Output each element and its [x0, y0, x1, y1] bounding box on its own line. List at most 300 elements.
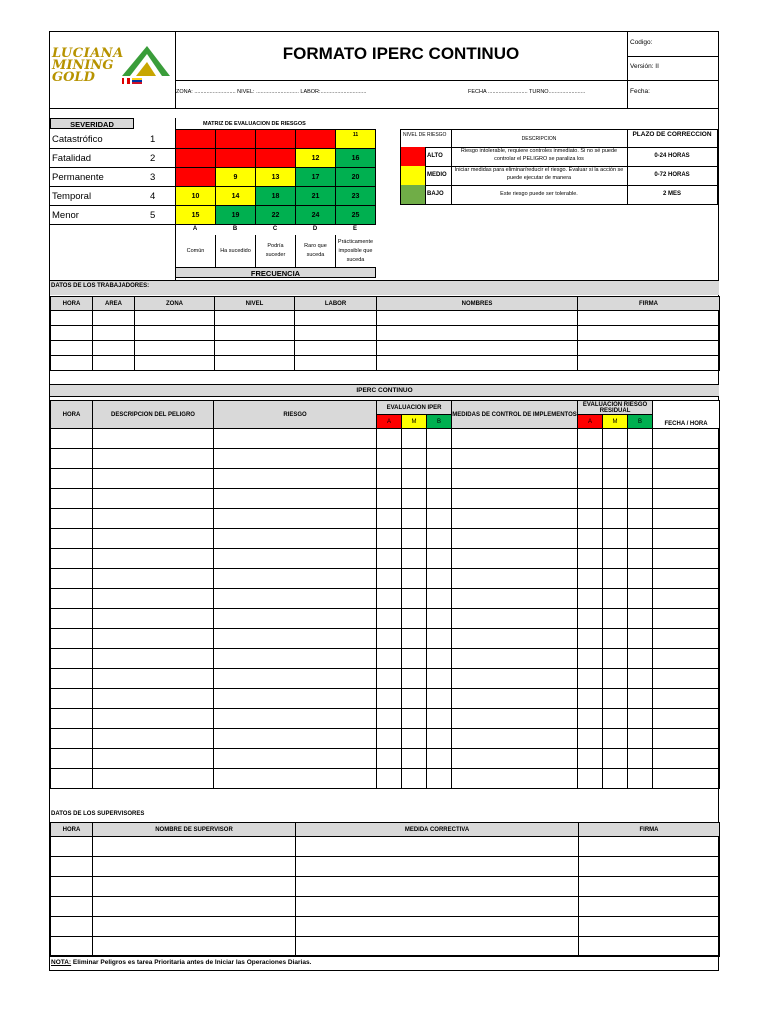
iperc-cell[interactable]: [603, 629, 628, 649]
iperc-cell[interactable]: [377, 629, 402, 649]
severity-num-2: 2: [150, 153, 156, 164]
iperc-cell[interactable]: [402, 609, 427, 629]
iperc-cell[interactable]: [377, 489, 402, 509]
matrix-cell: [295, 129, 336, 149]
iperc-cell[interactable]: [377, 649, 402, 669]
iperc-cell[interactable]: [402, 569, 427, 589]
supervisors-cell[interactable]: [93, 837, 296, 857]
supervisors-col-header: FIRMA: [579, 823, 720, 837]
frequency-label: Común: [175, 235, 215, 267]
iperc-cell[interactable]: [603, 729, 628, 749]
iperc-cell[interactable]: [603, 749, 628, 769]
iperc-cell[interactable]: [427, 629, 452, 649]
iperc-cell[interactable]: [628, 669, 653, 689]
matrix-cell: 24: [295, 205, 336, 225]
iperc-cell[interactable]: [51, 689, 93, 709]
iperc-cell[interactable]: [628, 649, 653, 669]
iperc-cell[interactable]: [427, 689, 452, 709]
iperc-cell[interactable]: [452, 489, 578, 509]
iperc-cell[interactable]: [653, 469, 720, 489]
iperc-cell[interactable]: [427, 709, 452, 729]
iperc-cell[interactable]: [603, 589, 628, 609]
workers-cell[interactable]: [295, 311, 377, 326]
iperc-cell[interactable]: [51, 529, 93, 549]
frequency-label: Raro que suceda: [295, 235, 335, 267]
iperc-cell[interactable]: [51, 589, 93, 609]
iperc-cell[interactable]: [93, 569, 214, 589]
iperc-cell[interactable]: [452, 729, 578, 749]
supervisors-cell[interactable]: [93, 917, 296, 937]
workers-cell[interactable]: [578, 356, 720, 371]
iperc-cell[interactable]: [377, 669, 402, 689]
iperc-cell[interactable]: [603, 569, 628, 589]
iperc-cell[interactable]: [628, 749, 653, 769]
iperc-cell[interactable]: [603, 429, 628, 449]
iperc-cell[interactable]: [603, 649, 628, 669]
codigo-label: Codigo:: [630, 39, 653, 46]
iperc-cell[interactable]: [214, 629, 377, 649]
iperc-cell[interactable]: [93, 429, 214, 449]
iperc-cell[interactable]: [51, 609, 93, 629]
risk-level-description: Este riesgo puede ser tolerable.: [500, 191, 578, 197]
frequency-letter: C: [272, 226, 278, 232]
frequency-letter: B: [232, 226, 238, 232]
workers-cell[interactable]: [135, 311, 215, 326]
iperc-cell[interactable]: [427, 489, 452, 509]
iperc-cell[interactable]: [452, 429, 578, 449]
workers-col-header: NIVEL: [215, 297, 295, 311]
iperc-cell[interactable]: [214, 729, 377, 749]
iperc-cell[interactable]: [402, 669, 427, 689]
supervisors-cell[interactable]: [296, 897, 579, 917]
iperc-cell[interactable]: [214, 489, 377, 509]
iperc-cell[interactable]: [427, 769, 452, 789]
supervisors-col-header: NOMBRE DE SUPERVISOR: [93, 823, 296, 837]
iperc-cell[interactable]: [578, 529, 603, 549]
supervisors-cell[interactable]: [579, 877, 720, 897]
iperc-cell[interactable]: [402, 689, 427, 709]
iperc-cell[interactable]: [578, 569, 603, 589]
iperc-cell[interactable]: [214, 589, 377, 609]
frequency-letters: [175, 225, 375, 235]
iperc-cell[interactable]: [628, 449, 653, 469]
severity-num-5: 5: [150, 210, 156, 221]
iperc-cell[interactable]: [603, 449, 628, 469]
workers-cell[interactable]: [51, 341, 93, 356]
severity-label-5: Menor: [52, 210, 79, 221]
iperc-cell[interactable]: [452, 709, 578, 729]
workers-cell[interactable]: [215, 311, 295, 326]
matrix-cell: 9: [215, 167, 256, 187]
iperc-cell[interactable]: [653, 689, 720, 709]
frequency-labels: [175, 235, 375, 267]
workers-cell[interactable]: [295, 356, 377, 371]
iperc-cell[interactable]: [427, 669, 452, 689]
iperc-cell[interactable]: [578, 649, 603, 669]
iperc-cell[interactable]: [452, 569, 578, 589]
supervisors-cell[interactable]: [579, 837, 720, 857]
iperc-cell[interactable]: [93, 689, 214, 709]
iperc-cell[interactable]: [377, 709, 402, 729]
company-logo: [52, 38, 172, 86]
iperc-cell[interactable]: [452, 509, 578, 529]
iperc-cell[interactable]: [452, 549, 578, 569]
iperc-cell[interactable]: [377, 689, 402, 709]
iperc-cell[interactable]: [578, 669, 603, 689]
workers-cell[interactable]: [135, 326, 215, 341]
iperc-cell[interactable]: [51, 489, 93, 509]
iperc-cell[interactable]: [578, 709, 603, 729]
iperc-cell[interactable]: [93, 509, 214, 529]
iperc-cell[interactable]: [93, 549, 214, 569]
iperc-cell[interactable]: [214, 669, 377, 689]
iperc-cell[interactable]: [51, 549, 93, 569]
workers-cell[interactable]: [93, 341, 135, 356]
workers-cell[interactable]: [377, 356, 578, 371]
iperc-cell[interactable]: [402, 729, 427, 749]
iperc-cell[interactable]: [653, 749, 720, 769]
iperc-cell[interactable]: [93, 749, 214, 769]
workers-cell[interactable]: [51, 311, 93, 326]
iperc-table: [50, 400, 720, 789]
workers-cell[interactable]: [295, 341, 377, 356]
iperc-cell[interactable]: [51, 509, 93, 529]
iperc-cell[interactable]: [377, 509, 402, 529]
iperc-cell[interactable]: [628, 629, 653, 649]
supervisors-cell[interactable]: [579, 937, 720, 957]
workers-cell[interactable]: [578, 311, 720, 326]
iperc-cell[interactable]: [214, 769, 377, 789]
iperc-cell[interactable]: [452, 669, 578, 689]
iperc-cell[interactable]: [402, 629, 427, 649]
iperc-cell[interactable]: [51, 449, 93, 469]
supervisors-cell[interactable]: [51, 917, 93, 937]
iperc-cell[interactable]: [377, 729, 402, 749]
severity-list: [50, 129, 175, 225]
workers-cell[interactable]: [578, 341, 720, 356]
iperc-cell[interactable]: [402, 449, 427, 469]
iperc-cell[interactable]: [628, 529, 653, 549]
workers-cell[interactable]: [377, 311, 578, 326]
zona-nivel-labor-fields[interactable]: ZONA: ........................... NIVEL: ............................ LABOR:..............................: [176, 89, 367, 95]
iperc-cell[interactable]: [402, 469, 427, 489]
iperc-cell[interactable]: [93, 669, 214, 689]
frequency-heading: FRECUENCIA: [175, 267, 376, 278]
iperc-cell[interactable]: [214, 509, 377, 529]
iperc-cell[interactable]: [214, 649, 377, 669]
matrix-title: MATRIZ DE EVALUACION DE RIESGOS: [203, 121, 306, 127]
iperc-cell[interactable]: [51, 469, 93, 489]
iperc-cell[interactable]: [377, 589, 402, 609]
iperc-cell[interactable]: [51, 649, 93, 669]
iperc-cell[interactable]: [51, 709, 93, 729]
iperc-cell[interactable]: [93, 449, 214, 469]
iperc-cell[interactable]: [93, 489, 214, 509]
iperc-cell[interactable]: [377, 569, 402, 589]
iperc-cell[interactable]: [653, 549, 720, 569]
iperc-cell[interactable]: [603, 669, 628, 689]
iperc-cell[interactable]: [427, 589, 452, 609]
iperc-cell[interactable]: [402, 749, 427, 769]
iperc-cell[interactable]: [427, 449, 452, 469]
iperc-cell[interactable]: [603, 769, 628, 789]
iperc-cell[interactable]: [603, 689, 628, 709]
iperc-cell[interactable]: [628, 769, 653, 789]
iperc-cell[interactable]: [93, 589, 214, 609]
supervisors-cell[interactable]: [296, 857, 579, 877]
iperc-cell[interactable]: [653, 449, 720, 469]
supervisors-cell[interactable]: [296, 917, 579, 937]
supervisors-cell[interactable]: [93, 877, 296, 897]
workers-cell[interactable]: [215, 356, 295, 371]
supervisors-cell[interactable]: [51, 937, 93, 957]
supervisors-cell[interactable]: [51, 877, 93, 897]
iperc-cell[interactable]: [214, 689, 377, 709]
supervisors-cell[interactable]: [579, 917, 720, 937]
iperc-cell[interactable]: [51, 769, 93, 789]
iperc-cell[interactable]: [51, 629, 93, 649]
iperc-cell[interactable]: [402, 769, 427, 789]
iperc-cell[interactable]: [578, 489, 603, 509]
iperc-cell[interactable]: [402, 649, 427, 669]
matrix-cell: 11: [335, 129, 376, 149]
iperc-col-medidas: MEDIDAS DE CONTROL DE IMPLEMENTOS: [452, 401, 578, 429]
iperc-cell[interactable]: [578, 769, 603, 789]
supervisors-cell[interactable]: [93, 897, 296, 917]
iperc-cell[interactable]: [402, 589, 427, 609]
iperc-cell[interactable]: [214, 429, 377, 449]
iperc-cell[interactable]: [427, 729, 452, 749]
iperc-cell[interactable]: [452, 609, 578, 629]
iperc-cell[interactable]: [93, 709, 214, 729]
iperc-cell[interactable]: [214, 609, 377, 629]
iperc-cell[interactable]: [653, 429, 720, 449]
workers-cell[interactable]: [215, 341, 295, 356]
iperc-cell[interactable]: [377, 749, 402, 769]
workers-cell[interactable]: [51, 326, 93, 341]
iperc-cell[interactable]: [653, 649, 720, 669]
iperc-cell[interactable]: [603, 529, 628, 549]
workers-cell[interactable]: [578, 326, 720, 341]
iperc-cell[interactable]: [628, 429, 653, 449]
nota: [51, 959, 311, 966]
iperc-cell[interactable]: [427, 649, 452, 669]
iperc-cell[interactable]: [452, 469, 578, 489]
iperc-cell[interactable]: [452, 589, 578, 609]
matrix-cell: 18: [255, 186, 296, 206]
iperc-cell[interactable]: [377, 529, 402, 549]
matrix-cell: 13: [255, 167, 296, 187]
severity-label-1: Catastrófico: [52, 134, 103, 145]
supervisors-cell[interactable]: [296, 877, 579, 897]
iperc-cell[interactable]: [51, 749, 93, 769]
iperc-col-riesgo: RIESGO: [214, 401, 377, 429]
iperc-cell[interactable]: [402, 529, 427, 549]
iperc-cell[interactable]: [603, 709, 628, 729]
supervisors-cell[interactable]: [93, 937, 296, 957]
supervisors-cell[interactable]: [579, 897, 720, 917]
iperc-cell[interactable]: [628, 469, 653, 489]
workers-cell[interactable]: [377, 341, 578, 356]
iperc-cell[interactable]: [653, 529, 720, 549]
iperc-cell[interactable]: [427, 549, 452, 569]
iperc-cell[interactable]: [578, 629, 603, 649]
iperc-cell[interactable]: [452, 749, 578, 769]
iperc-cell[interactable]: [452, 769, 578, 789]
page-title: FORMATO IPERC CONTINUO: [282, 44, 520, 63]
iperc-cell[interactable]: [93, 649, 214, 669]
iperc-cell[interactable]: [214, 549, 377, 569]
workers-cell[interactable]: [377, 326, 578, 341]
iperc-cell[interactable]: [578, 509, 603, 529]
iperc-cell[interactable]: [377, 429, 402, 449]
iperc-cell[interactable]: [653, 569, 720, 589]
iperc-cell[interactable]: [427, 749, 452, 769]
iperc-cell[interactable]: [628, 549, 653, 569]
iperc-cell[interactable]: [628, 589, 653, 609]
iperc-cell[interactable]: [578, 429, 603, 449]
workers-col-header: ZONA: [135, 297, 215, 311]
iperc-cell[interactable]: [628, 689, 653, 709]
iperc-cell[interactable]: [93, 769, 214, 789]
iperc-cell[interactable]: [603, 509, 628, 529]
iperc-cell[interactable]: [578, 609, 603, 629]
iperc-cell[interactable]: [653, 669, 720, 689]
workers-heading: DATOS DE LOS TRABAJADORES:: [51, 283, 150, 289]
iperc-cell[interactable]: [214, 449, 377, 469]
iperc-cell[interactable]: [578, 589, 603, 609]
iperc-cell[interactable]: [377, 549, 402, 569]
supervisors-cell[interactable]: [296, 837, 579, 857]
iperc-cell[interactable]: [427, 569, 452, 589]
supervisors-table: [50, 822, 720, 957]
matrix-cell: [175, 167, 216, 187]
fecha-turno-fields[interactable]: FECHA .......................... TURNO........................: [468, 89, 586, 95]
logo-text-gold: GOLD: [52, 70, 95, 85]
iperc-cell[interactable]: [653, 589, 720, 609]
residual-alto: A: [578, 415, 603, 429]
iperc-cell[interactable]: [578, 729, 603, 749]
iperc-cell[interactable]: [214, 469, 377, 489]
iperc-cell[interactable]: [402, 709, 427, 729]
iperc-cell[interactable]: [377, 609, 402, 629]
iperc-cell[interactable]: [628, 509, 653, 529]
iperc-cell[interactable]: [603, 489, 628, 509]
iperc-cell[interactable]: [578, 749, 603, 769]
matrix-cell: [175, 148, 216, 168]
iperc-cell[interactable]: [377, 449, 402, 469]
iperc-cell[interactable]: [628, 729, 653, 749]
iperc-cell[interactable]: [603, 549, 628, 569]
supervisors-cell[interactable]: [51, 837, 93, 857]
iperc-cell[interactable]: [377, 469, 402, 489]
iperc-cell[interactable]: [653, 729, 720, 749]
iperc-cell[interactable]: [427, 509, 452, 529]
iperc-cell[interactable]: [427, 529, 452, 549]
iperc-cell[interactable]: [214, 749, 377, 769]
iperc-cell[interactable]: [93, 529, 214, 549]
iperc-cell[interactable]: [603, 609, 628, 629]
iperc-cell[interactable]: [452, 449, 578, 469]
iperc-cell[interactable]: [427, 429, 452, 449]
iperc-cell[interactable]: [578, 549, 603, 569]
iperc-cell[interactable]: [427, 609, 452, 629]
supervisors-cell[interactable]: [579, 857, 720, 877]
iperc-cell[interactable]: [214, 569, 377, 589]
iperc-cell[interactable]: [51, 669, 93, 689]
risk-matrix: [175, 129, 375, 225]
workers-cell[interactable]: [215, 326, 295, 341]
iperc-cell[interactable]: [93, 469, 214, 489]
workers-cell[interactable]: [93, 326, 135, 341]
matrix-cell: 21: [295, 186, 336, 206]
supervisors-cell[interactable]: [51, 857, 93, 877]
iperc-cell[interactable]: [628, 569, 653, 589]
iperc-cell[interactable]: [214, 529, 377, 549]
matrix-cell: [215, 129, 256, 149]
iperc-cell[interactable]: [578, 469, 603, 489]
iperc-cell[interactable]: [578, 689, 603, 709]
iperc-cell[interactable]: [51, 569, 93, 589]
iperc-cell[interactable]: [402, 509, 427, 529]
workers-cell[interactable]: [135, 341, 215, 356]
iperc-medio: M: [402, 415, 427, 429]
iperc-cell[interactable]: [628, 609, 653, 629]
supervisors-col-header: MEDIDA CORRECTIVA: [296, 823, 579, 837]
iperc-cell[interactable]: [653, 629, 720, 649]
iperc-cell[interactable]: [628, 489, 653, 509]
iperc-cell[interactable]: [452, 629, 578, 649]
iperc-cell[interactable]: [427, 469, 452, 489]
iperc-cell[interactable]: [93, 629, 214, 649]
iperc-cell[interactable]: [603, 469, 628, 489]
descripcion-heading: DESCRIPCION: [521, 136, 557, 142]
workers-cell[interactable]: [93, 356, 135, 371]
workers-cell[interactable]: [51, 356, 93, 371]
supervisors-cell[interactable]: [51, 897, 93, 917]
iperc-cell[interactable]: [402, 549, 427, 569]
iperc-cell[interactable]: [214, 709, 377, 729]
iperc-cell[interactable]: [628, 709, 653, 729]
iperc-cell[interactable]: [653, 709, 720, 729]
iperc-cell[interactable]: [452, 529, 578, 549]
workers-cell[interactable]: [135, 356, 215, 371]
iperc-cell[interactable]: [93, 729, 214, 749]
supervisors-cell[interactable]: [296, 937, 579, 957]
iperc-cell[interactable]: [653, 769, 720, 789]
supervisors-cell[interactable]: [93, 857, 296, 877]
iperc-cell[interactable]: [93, 609, 214, 629]
iperc-cell[interactable]: [578, 449, 603, 469]
iperc-cell[interactable]: [51, 429, 93, 449]
iperc-cell[interactable]: [402, 489, 427, 509]
iperc-cell[interactable]: [653, 509, 720, 529]
iperc-cell[interactable]: [653, 609, 720, 629]
iperc-cell[interactable]: [653, 489, 720, 509]
iperc-cell[interactable]: [452, 689, 578, 709]
workers-cell[interactable]: [93, 311, 135, 326]
workers-cell[interactable]: [295, 326, 377, 341]
iperc-cell[interactable]: [402, 429, 427, 449]
frequency-label: Podría suceder: [255, 235, 295, 267]
iperc-cell[interactable]: [51, 729, 93, 749]
matrix-cell: 16: [335, 148, 376, 168]
workers-table: [50, 296, 720, 371]
matrix-cell: [255, 129, 296, 149]
iperc-cell[interactable]: [377, 769, 402, 789]
severity-heading: SEVERIDAD: [50, 118, 134, 129]
iperc-cell[interactable]: [452, 649, 578, 669]
